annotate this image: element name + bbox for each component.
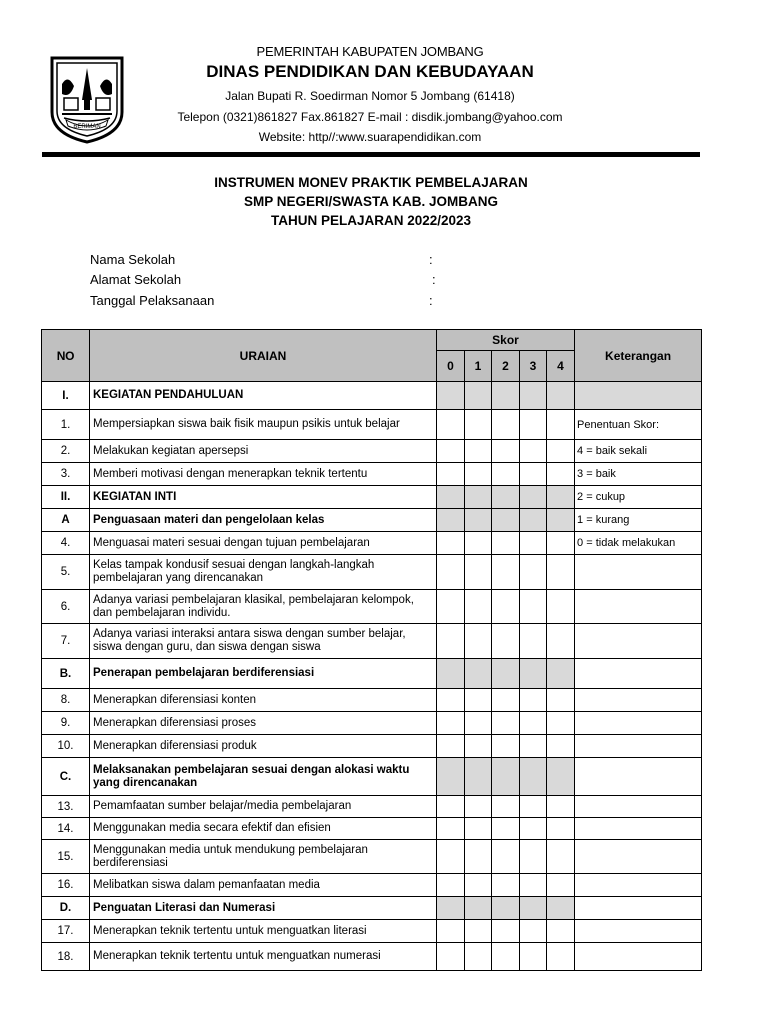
table-row <box>42 624 702 659</box>
section-title: Penguatan Literasi dan Numerasi <box>90 897 437 920</box>
row-number: 7. <box>42 624 90 659</box>
section-title: Melaksanakan pembelajaran sesuai dengan alokasi waktu yang direncanakan <box>90 758 437 796</box>
header-keterangan: Keterangan <box>575 330 702 382</box>
header-skor: Skor <box>437 330 575 351</box>
row-description: Menerapkan diferensiasi proses <box>90 712 437 735</box>
keterangan-cell <box>575 382 702 410</box>
score-cell-2[interactable] <box>492 818 520 840</box>
score-cell-4 <box>547 382 575 410</box>
score-cell-1[interactable] <box>465 735 492 758</box>
table-row <box>42 874 702 897</box>
score-cell-1 <box>465 486 492 509</box>
row-description: Menggunakan media untuk mendukung pembelajaran berdiferensiasi <box>90 840 437 874</box>
score-cell-3[interactable] <box>520 555 547 590</box>
row-description: Menerapkan teknik tertentu untuk menguatkan numerasi <box>90 943 437 971</box>
section-title: KEGIATAN PENDAHULUAN <box>90 382 437 410</box>
score-cell-0[interactable] <box>437 463 465 486</box>
score-cell-0 <box>437 897 465 920</box>
score-cell-4[interactable] <box>547 796 575 818</box>
row-number: 13. <box>42 796 90 818</box>
row-number: 5. <box>42 555 90 590</box>
row-description: Menguasai materi sesuai dengan tujuan pembelajaran <box>90 532 437 555</box>
row-description: Adanya variasi pembelajaran klasikal, pembelajaran kelompok, dan pembelajaran individu. <box>90 590 437 624</box>
score-cell-1 <box>465 758 492 796</box>
table-row <box>42 943 702 971</box>
table-row <box>42 818 702 840</box>
score-cell-4[interactable] <box>547 463 575 486</box>
row-number: I. <box>42 382 90 410</box>
score-cell-2[interactable] <box>492 532 520 555</box>
row-number: 4. <box>42 532 90 555</box>
score-cell-3[interactable] <box>520 440 547 463</box>
keterangan-cell <box>575 624 702 659</box>
score-cell-0 <box>437 382 465 410</box>
keterangan-cell <box>575 840 702 874</box>
keterangan-cell <box>575 735 702 758</box>
row-description: Menggunakan media secara efektif dan efisien <box>90 818 437 840</box>
row-number: A <box>42 509 90 532</box>
score-cell-2[interactable] <box>492 590 520 624</box>
score-cell-3[interactable] <box>520 840 547 874</box>
score-cell-1[interactable] <box>465 463 492 486</box>
document-title-line2: SMP NEGERI/SWASTA KAB. JOMBANG <box>243 194 499 209</box>
section-row <box>42 486 702 509</box>
score-cell-0[interactable] <box>437 818 465 840</box>
document-title-line1: INSTRUMEN MONEV PRAKTIK PEMBELAJARAN <box>214 175 528 190</box>
header-address: Jalan Bupati R. Soedirman Nomor 5 Jombang (61418) <box>225 89 515 103</box>
score-cell-1 <box>465 509 492 532</box>
document-title-line3: TAHUN PELAJARAN 2022/2023 <box>270 213 472 228</box>
score-cell-4[interactable] <box>547 555 575 590</box>
score-cell-4[interactable] <box>547 874 575 897</box>
score-cell-1[interactable] <box>465 874 492 897</box>
score-cell-3[interactable] <box>520 818 547 840</box>
score-cell-3[interactable] <box>520 920 547 943</box>
score-cell-4[interactable] <box>547 590 575 624</box>
score-cell-0[interactable] <box>437 532 465 555</box>
score-cell-3[interactable] <box>520 796 547 818</box>
score-cell-3 <box>520 758 547 796</box>
section-title: Penguasaan materi dan pengelolaan kelas <box>90 509 437 532</box>
row-number: 3. <box>42 463 90 486</box>
keterangan-cell: 1 = kurang <box>575 509 702 532</box>
score-cell-4[interactable] <box>547 689 575 712</box>
score-cell-0[interactable] <box>437 840 465 874</box>
row-number: 18. <box>42 943 90 971</box>
keterangan-cell <box>575 943 702 971</box>
keterangan-cell <box>575 796 702 818</box>
keterangan-cell <box>575 874 702 897</box>
row-number: 6. <box>42 590 90 624</box>
score-cell-3[interactable] <box>520 735 547 758</box>
table-row <box>42 796 702 818</box>
score-cell-1 <box>465 897 492 920</box>
score-cell-4[interactable] <box>547 818 575 840</box>
row-number: D. <box>42 897 90 920</box>
section-row <box>42 758 702 796</box>
section-row <box>42 382 702 410</box>
score-cell-4[interactable] <box>547 712 575 735</box>
row-description: Mempersiapkan siswa baik fisik maupun psikis untuk belajar <box>90 410 437 440</box>
row-number: II. <box>42 486 90 509</box>
score-cell-3[interactable] <box>520 463 547 486</box>
table-row <box>42 555 702 590</box>
score-cell-1 <box>465 382 492 410</box>
score-cell-2[interactable] <box>492 840 520 874</box>
row-number: 1. <box>42 410 90 440</box>
score-cell-1 <box>465 659 492 689</box>
score-cell-4[interactable] <box>547 532 575 555</box>
score-cell-1[interactable] <box>465 410 492 440</box>
table-row <box>42 463 702 486</box>
keterangan-cell <box>575 758 702 796</box>
header-department-name: DINAS PENDIDIKAN DAN KEBUDAYAAN <box>206 62 534 81</box>
score-cell-0 <box>437 509 465 532</box>
score-cell-1[interactable] <box>465 689 492 712</box>
row-number: 15. <box>42 840 90 874</box>
table-row <box>42 840 702 874</box>
row-description: Menerapkan teknik tertentu untuk menguatkan literasi <box>90 920 437 943</box>
score-cell-4[interactable] <box>547 943 575 971</box>
header-government-name: PEMERINTAH KABUPATEN JOMBANG <box>256 44 484 59</box>
score-cell-1[interactable] <box>465 440 492 463</box>
score-cell-0 <box>437 758 465 796</box>
score-cell-2 <box>492 758 520 796</box>
score-cell-1[interactable] <box>465 624 492 659</box>
score-cell-0[interactable] <box>437 689 465 712</box>
keterangan-cell: 2 = cukup <box>575 486 702 509</box>
keterangan-cell <box>575 920 702 943</box>
score-cell-1[interactable] <box>465 818 492 840</box>
row-number: 17. <box>42 920 90 943</box>
table-row <box>42 735 702 758</box>
score-cell-2[interactable] <box>492 920 520 943</box>
row-description: Kelas tampak kondusif sesuai dengan langkah-langkah pembelajaran yang direncanakan <box>90 555 437 590</box>
keterangan-cell: Penentuan Skor: <box>575 410 702 440</box>
label-nama-sekolah: Nama Sekolah <box>90 252 176 267</box>
score-cell-4 <box>547 659 575 689</box>
score-cell-1[interactable] <box>465 840 492 874</box>
score-cell-4[interactable] <box>547 920 575 943</box>
header-score-0: 0 <box>437 351 465 382</box>
keterangan-cell <box>575 659 702 689</box>
keterangan-cell <box>575 897 702 920</box>
score-cell-3 <box>520 659 547 689</box>
header-contact: Telepon (0321)861827 Fax.861827 E-mail : disdik.jombang@yahoo.com <box>177 110 563 124</box>
row-number: 14. <box>42 818 90 840</box>
score-cell-4 <box>547 486 575 509</box>
score-cell-4 <box>547 509 575 532</box>
score-cell-2 <box>492 509 520 532</box>
keterangan-cell <box>575 712 702 735</box>
score-cell-0[interactable] <box>437 712 465 735</box>
score-cell-2[interactable] <box>492 440 520 463</box>
score-cell-4 <box>547 758 575 796</box>
score-cell-2 <box>492 897 520 920</box>
score-cell-4[interactable] <box>547 840 575 874</box>
score-cell-3 <box>520 509 547 532</box>
score-cell-2 <box>492 659 520 689</box>
row-number: C. <box>42 758 90 796</box>
header-uraian: URAIAN <box>90 330 437 382</box>
score-cell-1[interactable] <box>465 555 492 590</box>
score-cell-1[interactable] <box>465 532 492 555</box>
section-row <box>42 659 702 689</box>
score-cell-3 <box>520 486 547 509</box>
score-cell-3[interactable] <box>520 532 547 555</box>
score-cell-2[interactable] <box>492 874 520 897</box>
score-cell-2[interactable] <box>492 463 520 486</box>
row-description: Adanya variasi interaksi antara siswa dengan sumber belajar, siswa dengan guru, dan siswa dengan siswa <box>90 624 437 659</box>
score-cell-2 <box>492 486 520 509</box>
row-description: Pemamfaatan sumber belajar/media pembelajaran <box>90 796 437 818</box>
score-cell-2[interactable] <box>492 943 520 971</box>
row-description: Melakukan kegiatan apersepsi <box>90 440 437 463</box>
keterangan-cell: 3 = baik <box>575 463 702 486</box>
table-row <box>42 920 702 943</box>
row-description: Menerapkan diferensiasi produk <box>90 735 437 758</box>
score-cell-3[interactable] <box>520 874 547 897</box>
table-row <box>42 410 702 440</box>
header-website: Website: http//:www.suarapendidikan.com <box>258 130 482 144</box>
section-row <box>42 509 702 532</box>
header-divider <box>42 152 700 157</box>
score-cell-0[interactable] <box>437 943 465 971</box>
row-number: 8. <box>42 689 90 712</box>
header-score-4: 4 <box>547 351 575 382</box>
score-cell-1[interactable] <box>465 590 492 624</box>
score-cell-2[interactable] <box>492 624 520 659</box>
monev-instrument-table <box>41 329 702 971</box>
kabupaten-emblem-logo <box>48 54 126 144</box>
score-cell-4[interactable] <box>547 410 575 440</box>
section-row <box>42 897 702 920</box>
score-cell-0[interactable] <box>437 590 465 624</box>
row-number: 9. <box>42 712 90 735</box>
table-row <box>42 532 702 555</box>
score-cell-0[interactable] <box>437 874 465 897</box>
keterangan-cell <box>575 590 702 624</box>
row-description: Menerapkan diferensiasi konten <box>90 689 437 712</box>
score-cell-3[interactable] <box>520 410 547 440</box>
keterangan-cell: 0 = tidak melakukan <box>575 532 702 555</box>
row-description: Melibatkan siswa dalam pemanfaatan media <box>90 874 437 897</box>
score-cell-2[interactable] <box>492 735 520 758</box>
score-cell-2[interactable] <box>492 712 520 735</box>
colon-alamat-sekolah: : <box>432 272 436 287</box>
score-cell-0[interactable] <box>437 735 465 758</box>
score-cell-2[interactable] <box>492 689 520 712</box>
score-cell-2[interactable] <box>492 410 520 440</box>
score-cell-0 <box>437 486 465 509</box>
score-cell-3 <box>520 382 547 410</box>
row-description: Memberi motivasi dengan menerapkan teknik tertentu <box>90 463 437 486</box>
colon-nama-sekolah: : <box>429 252 433 267</box>
table-row <box>42 689 702 712</box>
score-cell-4[interactable] <box>547 735 575 758</box>
score-cell-3[interactable] <box>520 590 547 624</box>
score-cell-3[interactable] <box>520 624 547 659</box>
table-row <box>42 590 702 624</box>
score-cell-0[interactable] <box>437 555 465 590</box>
score-cell-0[interactable] <box>437 440 465 463</box>
score-cell-1[interactable] <box>465 943 492 971</box>
row-number: 10. <box>42 735 90 758</box>
score-cell-2[interactable] <box>492 796 520 818</box>
row-number: 2. <box>42 440 90 463</box>
score-cell-0 <box>437 659 465 689</box>
keterangan-cell <box>575 555 702 590</box>
emblem-motto: BERIMAN <box>73 124 101 130</box>
score-cell-1[interactable] <box>465 796 492 818</box>
score-cell-3[interactable] <box>520 943 547 971</box>
colon-tanggal-pelaksanaan: : <box>429 293 433 308</box>
score-cell-0[interactable] <box>437 410 465 440</box>
table-row <box>42 440 702 463</box>
keterangan-cell <box>575 689 702 712</box>
score-cell-4 <box>547 897 575 920</box>
keterangan-cell: 4 = baik sekali <box>575 440 702 463</box>
table-row <box>42 712 702 735</box>
label-tanggal-pelaksanaan: Tanggal Pelaksanaan <box>90 293 215 308</box>
score-cell-0[interactable] <box>437 920 465 943</box>
row-number: 16. <box>42 874 90 897</box>
section-title: Penerapan pembelajaran berdiferensiasi <box>90 659 437 689</box>
score-cell-3[interactable] <box>520 712 547 735</box>
header-score-2: 2 <box>492 351 520 382</box>
keterangan-cell <box>575 818 702 840</box>
row-number: B. <box>42 659 90 689</box>
score-cell-1[interactable] <box>465 920 492 943</box>
score-cell-2 <box>492 382 520 410</box>
score-cell-1[interactable] <box>465 712 492 735</box>
score-cell-0[interactable] <box>437 796 465 818</box>
score-cell-3 <box>520 897 547 920</box>
section-title: KEGIATAN INTI <box>90 486 437 509</box>
score-cell-0[interactable] <box>437 624 465 659</box>
score-cell-4[interactable] <box>547 624 575 659</box>
header-no: NO <box>42 330 90 382</box>
score-cell-3[interactable] <box>520 689 547 712</box>
score-cell-4[interactable] <box>547 440 575 463</box>
score-cell-2[interactable] <box>492 555 520 590</box>
header-score-3: 3 <box>520 351 547 382</box>
label-alamat-sekolah: Alamat Sekolah <box>90 272 182 287</box>
header-score-1: 1 <box>465 351 492 382</box>
